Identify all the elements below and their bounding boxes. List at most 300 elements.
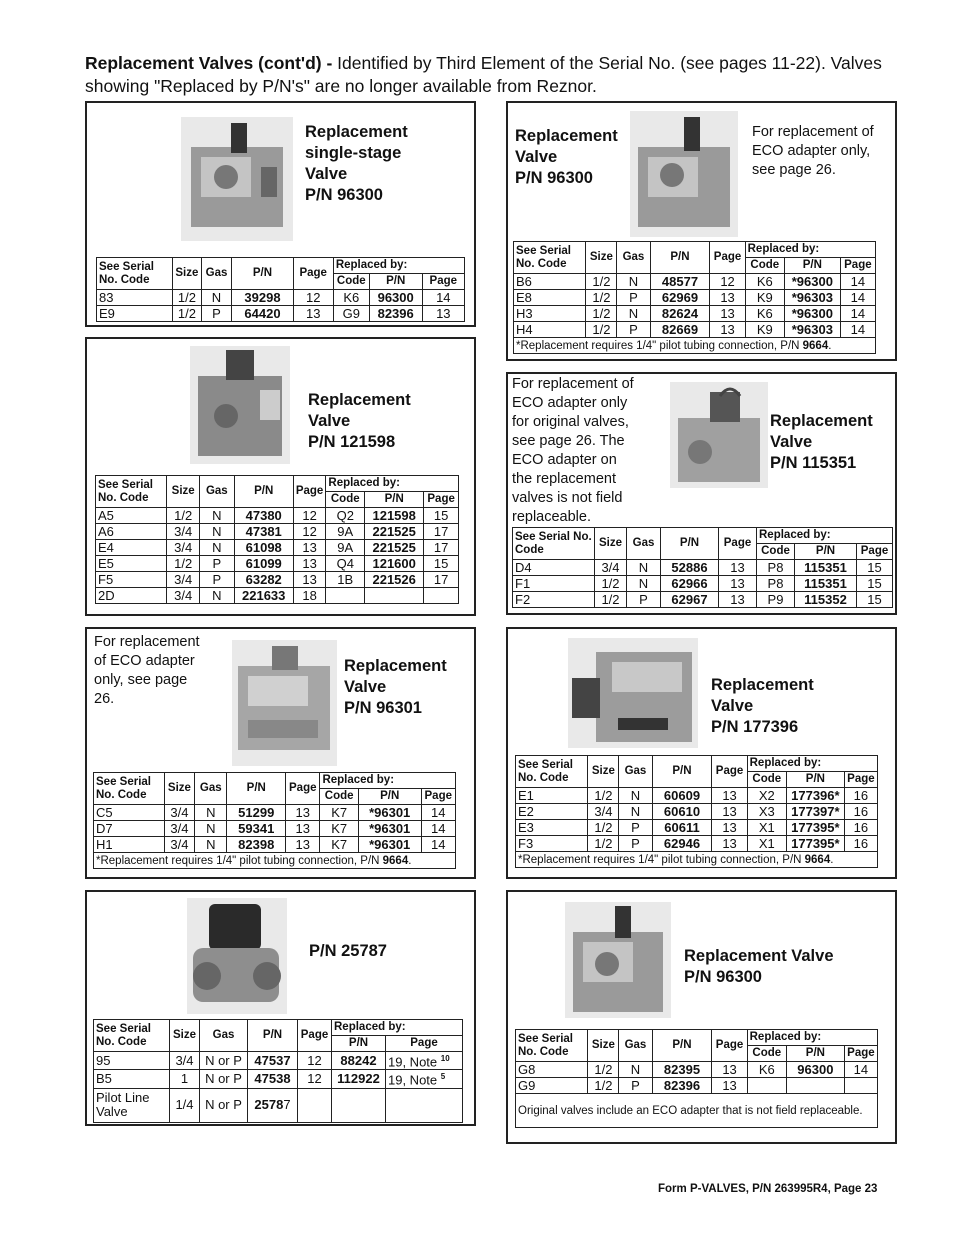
table-row xyxy=(94,1070,463,1088)
valve-image xyxy=(670,382,768,488)
header-code: Code xyxy=(747,772,786,788)
table-cell: 177396* xyxy=(786,788,844,804)
table-cell: K7 xyxy=(320,837,358,853)
table-cell: 82395 xyxy=(652,1062,712,1078)
header-see-serial: See Serial No. Code xyxy=(96,476,167,508)
header-code: Code xyxy=(333,274,369,290)
table-cell: 3/4 xyxy=(167,588,200,604)
table-cell: 14 xyxy=(840,322,875,338)
table-cell: 17 xyxy=(424,540,459,556)
table-cell: 15 xyxy=(857,576,893,592)
footnote-pn: 9664 xyxy=(802,339,829,352)
table-footnote xyxy=(94,853,456,869)
footnote-pn: 9664 xyxy=(804,853,831,866)
table-cell: 13 xyxy=(710,306,745,322)
table-cell: P xyxy=(617,322,650,338)
table-cell: F1 xyxy=(513,576,595,592)
table-cell: N xyxy=(195,805,227,821)
table-cell: X1 xyxy=(747,836,786,852)
pn-tail: 7 xyxy=(283,1097,291,1113)
header-see-serial: See Serial No. Code xyxy=(516,1030,588,1062)
header-size: Size xyxy=(164,773,194,805)
table-cell: 13 xyxy=(710,290,745,306)
valve-box-96300-b xyxy=(506,890,897,1144)
footnote-end: . xyxy=(830,853,834,866)
table-cell: 83 xyxy=(97,290,173,306)
header-pn: P/N xyxy=(232,258,293,290)
table-cell: 1/2 xyxy=(167,508,200,524)
table-cell xyxy=(332,1088,386,1122)
table-cell: 62966 xyxy=(661,576,719,592)
header-replacement-page: Page xyxy=(422,274,464,290)
table-cell: K6 xyxy=(745,274,784,290)
table-cell: K7 xyxy=(320,821,358,837)
table-cell: 82669 xyxy=(650,322,710,338)
header-size: Size xyxy=(588,1030,619,1062)
table-cell: 47381 xyxy=(234,524,293,540)
valve-note: For replacement of ECO adapter only, see page 26. xyxy=(752,124,874,178)
table-cell: 96300 xyxy=(786,1062,844,1078)
table-cell xyxy=(386,1052,463,1070)
table-cell: 177395* xyxy=(786,836,844,852)
header-replaced-by: Replaced by: xyxy=(757,528,893,544)
table-cell: 115351 xyxy=(795,560,857,576)
table-cell: D7 xyxy=(94,821,165,837)
table-cell: 14 xyxy=(840,306,875,322)
header-size: Size xyxy=(588,756,619,788)
header-replacement-pn: P/N xyxy=(358,789,421,805)
valve-title: Replacement single-stage Valve P/N 96300 xyxy=(305,123,408,204)
table-cell: 177397* xyxy=(786,804,844,820)
valve-box-121598 xyxy=(85,337,476,616)
table-cell: A5 xyxy=(96,508,167,524)
table-cell: 60610 xyxy=(652,804,712,820)
page-header xyxy=(85,52,925,98)
header-pn: P/N xyxy=(661,528,719,560)
table-cell: G8 xyxy=(516,1062,588,1078)
table-cell: K9 xyxy=(745,322,784,338)
footnote-pn: 9664 xyxy=(382,854,409,867)
header-size: Size xyxy=(167,476,200,508)
table-footnote xyxy=(516,852,878,868)
table-cell: 221526 xyxy=(365,572,424,588)
table-cell: Q4 xyxy=(326,556,365,572)
header-gas: Gas xyxy=(619,756,652,788)
header-see-serial: See Serial No. Code xyxy=(516,756,588,788)
table-cell: 221525 xyxy=(365,524,424,540)
table-cell: 61098 xyxy=(234,540,293,556)
table-cell: E5 xyxy=(96,556,167,572)
table-row xyxy=(94,821,456,837)
table-row xyxy=(514,274,876,290)
valve-image xyxy=(190,346,290,464)
table-cell: 82624 xyxy=(650,306,710,322)
valve-table xyxy=(95,475,459,604)
table-cell: N xyxy=(195,837,227,853)
table-cell: 15 xyxy=(424,556,459,572)
table-cell: 115351 xyxy=(795,576,857,592)
table-cell: G9 xyxy=(516,1078,588,1094)
header-page: Page xyxy=(710,242,745,274)
header-pn: P/N xyxy=(652,756,712,788)
header-replaced-by: Replaced by: xyxy=(332,1020,463,1036)
header-replaced-by: Replaced by: xyxy=(333,258,464,274)
table-cell: 1/2 xyxy=(588,820,619,836)
table-cell: N xyxy=(619,788,652,804)
table-row xyxy=(96,556,459,572)
table-cell: 1/2 xyxy=(588,836,619,852)
table-cell: 14 xyxy=(421,821,455,837)
table-footnote xyxy=(514,338,876,354)
table-cell: 13 xyxy=(712,1062,747,1078)
table-cell: 13 xyxy=(719,560,757,576)
valve-title: Replacement Valve P/N 177396 xyxy=(711,676,814,736)
table-cell: 1/4 xyxy=(170,1088,200,1122)
table-cell: 9A xyxy=(326,540,365,556)
valve-box-96300 xyxy=(506,101,897,361)
table-cell: X3 xyxy=(747,804,786,820)
table-cell: 39298 xyxy=(232,290,293,306)
table-cell: 1/2 xyxy=(588,1062,619,1078)
header-gas: Gas xyxy=(201,258,232,290)
table-cell: D4 xyxy=(513,560,595,576)
table-cell: *96301 xyxy=(358,805,421,821)
header-replacement-page: Page xyxy=(421,789,455,805)
table-cell: 3/4 xyxy=(167,572,200,588)
pn-main: 2578 xyxy=(254,1097,284,1113)
table-cell: 3/4 xyxy=(164,837,194,853)
table-row xyxy=(96,540,459,556)
table-cell: 62969 xyxy=(650,290,710,306)
table-cell: 115352 xyxy=(795,592,857,608)
table-cell: 15 xyxy=(857,560,893,576)
table-cell: E9 xyxy=(97,306,173,322)
valve-box-96301 xyxy=(85,627,476,879)
pn-main: 47538 xyxy=(254,1070,291,1086)
table-cell: F2 xyxy=(513,592,595,608)
table-cell: N xyxy=(617,306,650,322)
table-cell: 12 xyxy=(293,524,326,540)
table-cell: 13 xyxy=(293,572,326,588)
table-cell: K6 xyxy=(747,1062,786,1078)
valve-box-177396 xyxy=(506,627,897,879)
valve-table xyxy=(512,527,893,608)
table-cell: *96303 xyxy=(784,322,840,338)
table-cell: E4 xyxy=(96,540,167,556)
table-cell xyxy=(386,1070,463,1088)
table-row xyxy=(94,1052,463,1070)
table-cell: F5 xyxy=(96,572,167,588)
header-replaced-by: Replaced by: xyxy=(745,242,875,258)
table-row xyxy=(97,306,465,322)
valve-image xyxy=(181,117,293,241)
table-cell: 12 xyxy=(293,508,326,524)
table-cell: 12 xyxy=(710,274,745,290)
table-cell: N xyxy=(199,508,234,524)
table-cell: 1/2 xyxy=(586,274,617,290)
table-cell: P xyxy=(627,592,661,608)
table-cell: X2 xyxy=(747,788,786,804)
header-page: Page xyxy=(298,1020,332,1052)
table-cell: 1/2 xyxy=(586,322,617,338)
table-row xyxy=(96,524,459,540)
table-cell: C5 xyxy=(94,805,165,821)
header-replacement-page: Page xyxy=(386,1036,463,1052)
table-cell: 13 xyxy=(422,306,464,322)
table-row xyxy=(516,788,878,804)
header-size: Size xyxy=(595,528,627,560)
table-cell: P xyxy=(619,1078,652,1094)
table-cell: X1 xyxy=(747,820,786,836)
table-cell: 15 xyxy=(857,592,893,608)
table-cell: E2 xyxy=(516,804,588,820)
header-replacement-pn: P/N xyxy=(784,258,840,274)
table-row xyxy=(94,1088,463,1122)
table-cell: 3/4 xyxy=(170,1052,200,1070)
table-cell: 1/2 xyxy=(173,290,202,306)
valve-box-115351 xyxy=(506,372,897,615)
header-see-serial: See Serial No. Code xyxy=(513,528,595,560)
header-replaced-by: Replaced by: xyxy=(747,756,877,772)
table-cell: 9A xyxy=(326,524,365,540)
header-code: Code xyxy=(757,544,795,560)
table-cell xyxy=(248,1070,298,1088)
table-cell: 61099 xyxy=(234,556,293,572)
valve-table xyxy=(96,257,465,322)
header-replacement-page: Page xyxy=(844,772,877,788)
header-gas: Gas xyxy=(195,773,227,805)
header-pn: P/N xyxy=(227,773,286,805)
table-cell: B5 xyxy=(94,1070,170,1088)
header-see-serial: See Serial No. Code xyxy=(97,258,173,290)
table-cell: *96300 xyxy=(784,306,840,322)
table-row xyxy=(513,560,893,576)
table-cell: K7 xyxy=(320,805,358,821)
header-code: Code xyxy=(326,492,365,508)
table-cell: N or P xyxy=(200,1088,248,1122)
table-cell: 13 xyxy=(712,788,747,804)
table-row xyxy=(516,804,878,820)
table-cell xyxy=(786,1078,844,1094)
table-cell: 13 xyxy=(293,540,326,556)
table-cell: 221633 xyxy=(234,588,293,604)
table-cell: 3/4 xyxy=(588,804,619,820)
header-gas: Gas xyxy=(619,1030,652,1062)
header-code: Code xyxy=(747,1046,786,1062)
table-cell: N xyxy=(619,1062,652,1078)
table-cell: 62967 xyxy=(661,592,719,608)
valve-image xyxy=(232,640,337,766)
header-page: Page xyxy=(293,476,326,508)
table-cell: 14 xyxy=(844,1062,877,1078)
header-size: Size xyxy=(170,1020,200,1052)
table-cell: 48577 xyxy=(650,274,710,290)
footnote-end: . xyxy=(408,854,412,867)
table-cell xyxy=(844,1078,877,1094)
table-cell: 221525 xyxy=(365,540,424,556)
table-cell: 14 xyxy=(421,805,455,821)
header-page: Page xyxy=(712,1030,747,1062)
header-code: Code xyxy=(320,789,358,805)
table-cell: 1/2 xyxy=(586,290,617,306)
table-cell: Q2 xyxy=(326,508,365,524)
table-cell: 52886 xyxy=(661,560,719,576)
table-cell: 13 xyxy=(712,1078,747,1094)
table-cell: 3/4 xyxy=(167,524,200,540)
table-cell: 16 xyxy=(844,820,877,836)
header-page: Page xyxy=(293,258,333,290)
valve-table xyxy=(93,1019,463,1123)
table-row xyxy=(94,837,456,853)
header-see-serial: See Serial No. Code xyxy=(94,1020,170,1052)
table-cell: 1/2 xyxy=(595,592,627,608)
table-cell: K6 xyxy=(333,290,369,306)
valve-title: Replacement Valve P/N 121598 xyxy=(308,391,411,451)
table-cell: P xyxy=(199,572,234,588)
table-cell: 13 xyxy=(712,836,747,852)
table-cell: *96301 xyxy=(358,837,421,853)
table-cell: K6 xyxy=(745,306,784,322)
table-cell: N xyxy=(199,588,234,604)
table-cell: N xyxy=(199,524,234,540)
valve-title: P/N 25787 xyxy=(309,942,387,960)
table-cell: 1/2 xyxy=(173,306,202,322)
table-cell: 63282 xyxy=(234,572,293,588)
table-row xyxy=(516,1062,878,1078)
table-cell: 60611 xyxy=(652,820,712,836)
table-row xyxy=(97,290,465,306)
header-replacement-page: Page xyxy=(424,492,459,508)
table-cell: P xyxy=(201,306,232,322)
table-cell: K9 xyxy=(745,290,784,306)
footnote-text: *Replacement requires 1/4" pilot tubing connection, P/N xyxy=(516,339,803,352)
header-gas: Gas xyxy=(199,476,234,508)
table-cell: 1/2 xyxy=(588,1078,619,1094)
table-cell: 16 xyxy=(844,804,877,820)
table-row xyxy=(513,576,893,592)
header-replaced-by: Replaced by: xyxy=(320,773,456,789)
header-bold: Replacement Valves (cont'd) - xyxy=(85,53,333,73)
header-pn: P/N xyxy=(652,1030,712,1062)
table-cell: 62946 xyxy=(652,836,712,852)
table-row xyxy=(514,322,876,338)
table-cell: 14 xyxy=(840,274,875,290)
table-cell: 3/4 xyxy=(164,805,194,821)
valve-table xyxy=(515,755,878,868)
header-replacement-pn: P/N xyxy=(795,544,857,560)
table-cell: 13 xyxy=(286,821,320,837)
table-cell: 59341 xyxy=(227,821,286,837)
table-cell xyxy=(248,1052,298,1070)
table-cell: 95 xyxy=(94,1052,170,1070)
note-number: 10 xyxy=(440,1054,450,1063)
table-cell: 13 xyxy=(712,820,747,836)
table-cell xyxy=(298,1088,332,1122)
table-cell xyxy=(365,588,424,604)
header-replacement-page: Page xyxy=(840,258,875,274)
table-cell: H1 xyxy=(94,837,165,853)
table-cell: P xyxy=(619,836,652,852)
table-cell: 1/2 xyxy=(167,556,200,572)
table-cell: N or P xyxy=(200,1070,248,1088)
valve-title: Replacement Valve P/N 96300 xyxy=(515,127,618,187)
table-cell: 64420 xyxy=(232,306,293,322)
table-cell: P8 xyxy=(757,560,795,576)
valve-title: Replacement Valve P/N 96300 xyxy=(684,947,834,986)
note-text: 19, Note xyxy=(388,1072,441,1088)
table-cell: 12 xyxy=(298,1070,332,1088)
table-cell: A6 xyxy=(96,524,167,540)
table-row xyxy=(516,836,878,852)
table-cell: 16 xyxy=(844,788,877,804)
table-cell: 3/4 xyxy=(167,540,200,556)
table-cell: 2D xyxy=(96,588,167,604)
table-row xyxy=(96,588,459,604)
header-replaced-by: Replaced by: xyxy=(326,476,459,492)
table-row xyxy=(94,805,456,821)
table-cell: 13 xyxy=(719,592,757,608)
table-cell: 3/4 xyxy=(164,821,194,837)
valve-table xyxy=(513,241,876,354)
table-cell: 13 xyxy=(710,322,745,338)
table-cell: 13 xyxy=(712,804,747,820)
table-cell xyxy=(747,1078,786,1094)
table-cell: 47380 xyxy=(234,508,293,524)
header-replacement-pn: P/N xyxy=(786,1046,844,1062)
table-cell: 112922 xyxy=(332,1070,386,1088)
table-cell: N xyxy=(199,540,234,556)
table-cell: 1/2 xyxy=(586,306,617,322)
table-cell xyxy=(424,588,459,604)
header-size: Size xyxy=(586,242,617,274)
pn-main: 47537 xyxy=(254,1052,291,1068)
header-pn: P/N xyxy=(248,1020,298,1052)
valve-note: For replacement of ECO adapter only for original valves, see page 26. The ECO adapter on the replacement valves is not field replaceable. xyxy=(512,376,634,525)
valve-image xyxy=(565,902,671,1018)
footnote-text: *Replacement requires 1/4" pilot tubing connection, P/N xyxy=(96,854,383,867)
table-cell: E8 xyxy=(514,290,586,306)
table-cell: N xyxy=(627,560,661,576)
table-row xyxy=(514,306,876,322)
table-cell: 1B xyxy=(326,572,365,588)
table-cell: B6 xyxy=(514,274,586,290)
table-row xyxy=(514,290,876,306)
table-cell: F3 xyxy=(516,836,588,852)
table-cell: N xyxy=(195,821,227,837)
table-cell: 12 xyxy=(298,1052,332,1070)
table-cell: N xyxy=(201,290,232,306)
table-cell: 13 xyxy=(286,837,320,853)
header-replaced-by: Replaced by: xyxy=(747,1030,877,1046)
header-replacement-pn: P/N xyxy=(365,492,424,508)
table-cell xyxy=(326,588,365,604)
header-size: Size xyxy=(173,258,202,290)
table-cell: 14 xyxy=(422,290,464,306)
table-footnote: Original valves include an ECO adapter that is not field replaceable. xyxy=(516,1094,878,1128)
table-cell: 15 xyxy=(424,508,459,524)
valve-box-25787 xyxy=(85,890,476,1126)
page-footer: Form P-VALVES, P/N 263995R4, Page 23 xyxy=(658,1183,878,1195)
table-cell: Pilot Line Valve xyxy=(94,1088,170,1122)
valve-table xyxy=(93,772,456,869)
table-cell: E3 xyxy=(516,820,588,836)
header-page: Page xyxy=(712,756,747,788)
table-cell: P8 xyxy=(757,576,795,592)
header-see-serial: See Serial No. Code xyxy=(514,242,586,274)
header-replacement-page: Page xyxy=(844,1046,877,1062)
table-cell xyxy=(248,1088,298,1122)
table-cell: 121600 xyxy=(365,556,424,572)
